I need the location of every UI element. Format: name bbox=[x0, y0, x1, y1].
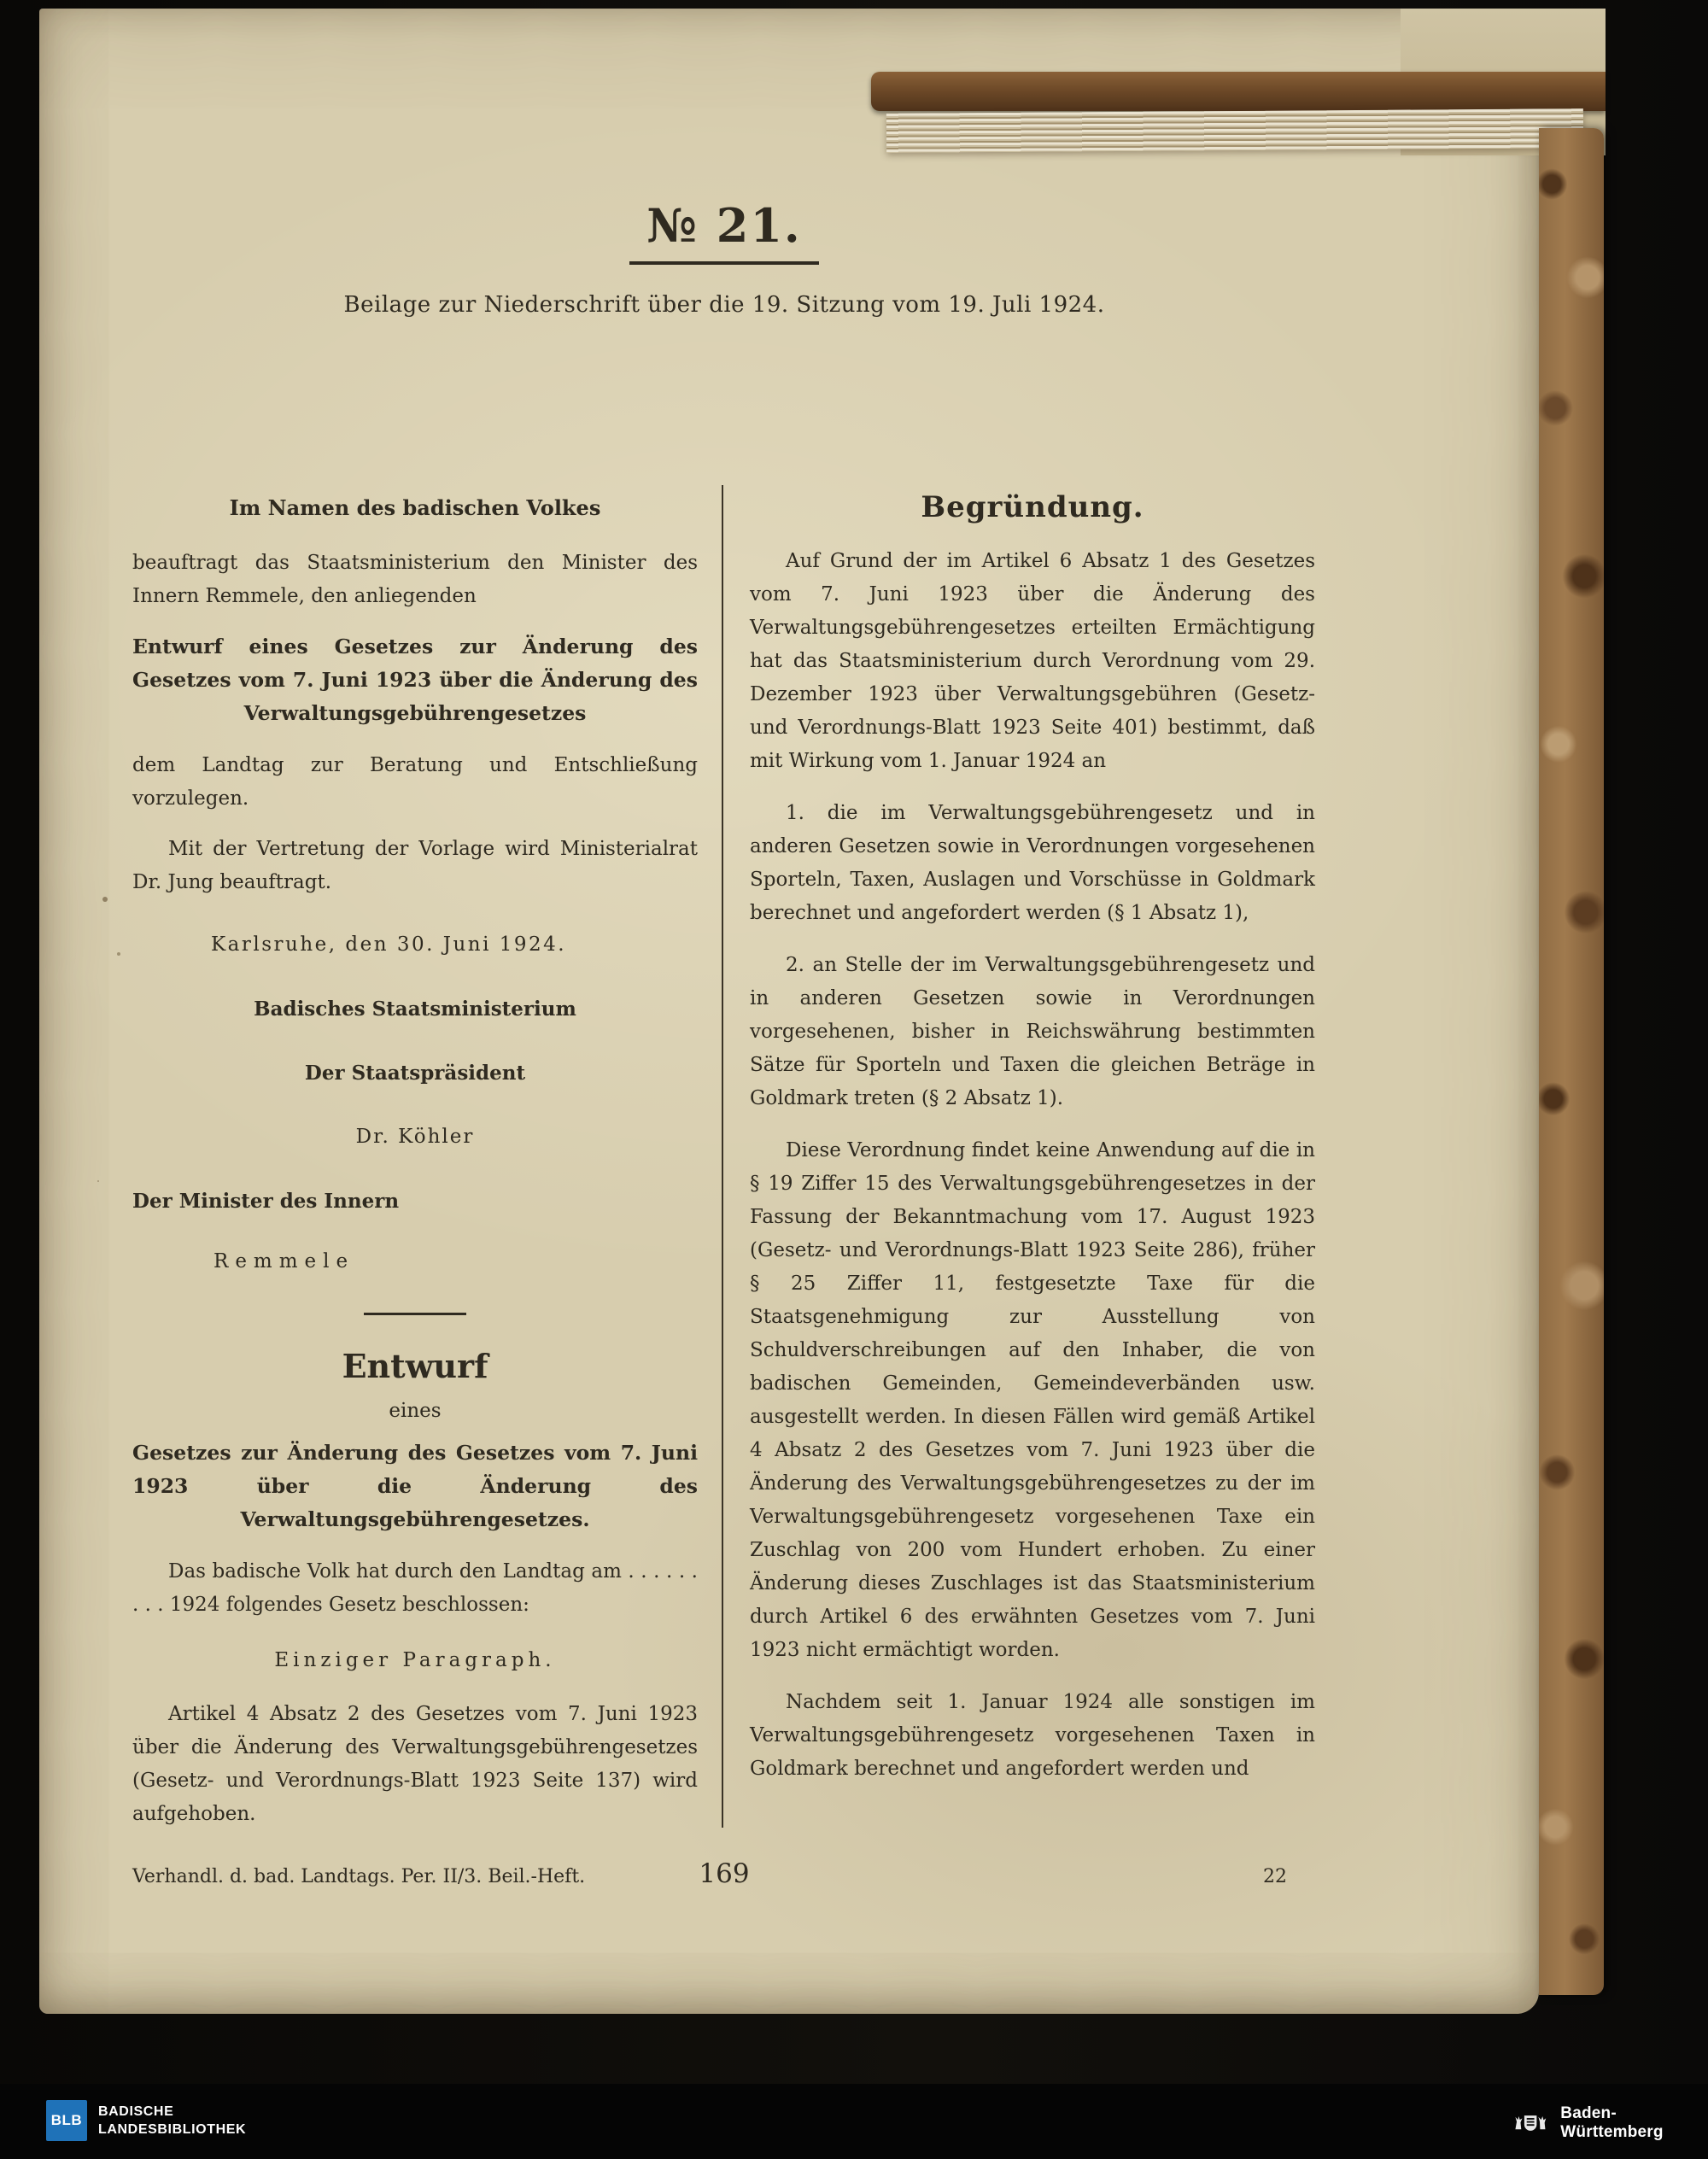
page-number: 169 bbox=[699, 1858, 750, 1889]
entwurf-eines: eines bbox=[389, 1400, 442, 1422]
begruendung-item2: 2. an Stelle der im Verwaltungsgebührengesetz und in anderen Gesetzen sowie in Verordnungen vorgesehenen, bisher in Reichswährung bestimmten Sätze für Sporteln und Taxen die gleichen Beträge in Goldmark treten (§ 2 Absatz 1). bbox=[750, 954, 1315, 1109]
section-divider-rule bbox=[364, 1313, 466, 1315]
library-name-line2: LANDESBIBLIOTHEK bbox=[98, 2122, 247, 2137]
single-paragraph-heading: Einziger Paragraph. bbox=[274, 1649, 556, 1671]
document-number: № 21. bbox=[629, 198, 818, 265]
begruendung-para1: Auf Grund der im Artikel 6 Absatz 1 des Gesetzes vom 7. Juni 1923 über die Änderung des Verwaltungsgebührengesetzes erteilten Ermächtigung hat das Staatsministerium durch Verordnung vom 29. Dezember 1923 über Verwaltungsgebühren (Gesetz- und Verordnungs-Blatt 1923 Seite 401) bestimmt, daß mit Wirkung vom 1. Januar 1924 an bbox=[750, 550, 1315, 772]
library-name bbox=[98, 2103, 246, 2139]
page-footer bbox=[132, 1858, 1316, 1898]
state-name: Baden-Württemberg bbox=[1560, 2104, 1664, 2141]
article-paragraph: Artikel 4 Absatz 2 des Gesetzes vom 7. Juni 1923 über die Änderung des Verwaltungsgebührengesetzes (Gesetz- und Verordnungs-Blatt 1923 Seite 137) wird aufgehoben. bbox=[132, 1703, 698, 1825]
ministry-name: Badisches Staatsministerium bbox=[254, 998, 576, 1021]
president-name: Dr. Köhler bbox=[355, 1126, 475, 1148]
blb-logo bbox=[46, 2100, 246, 2141]
library-brand-bar bbox=[0, 2084, 1708, 2159]
blb-logo-icon: BLB bbox=[46, 2100, 87, 2141]
sheet-number: 22 bbox=[1263, 1866, 1287, 1887]
representation-paragraph: Mit der Vertretung der Vorlage wird Ministerialrat Dr. Jung beauftragt. bbox=[132, 838, 698, 893]
marbled-fore-edge bbox=[1539, 128, 1604, 1995]
minister-name: Remmele bbox=[214, 1250, 355, 1273]
dateline: Karlsruhe, den 30. Juni 1924. bbox=[211, 933, 567, 956]
paper-speckles bbox=[102, 897, 108, 902]
document-header bbox=[132, 198, 1316, 318]
submit-paragraph: dem Landtag zur Beratung und Entschließung vorzulegen. bbox=[132, 754, 698, 810]
minister-title: Der Minister des Innern bbox=[132, 1190, 400, 1213]
book-cover-top-edge bbox=[871, 72, 1606, 111]
begruendung-para2: Diese Verordnung findet keine Anwendung auf die in § 19 Ziffer 15 des Verwaltungsgebührengesetzes in der Fassung der Bekanntmachung vom 17. August 1923 (Gesetz- und Verordnungs-Blatt 1923 Seite 286), früher § 25 Ziffer 11, festgesetzte Taxe für die Staatsgenehmigung zur Ausstellung von Schuldverschreibungen auf den Inhaber, die von badischen Gemeinden, Gemeindeverbänden usw. ausgestellt werden. In diesen Fällen wird gemäß Artikel 4 Absatz 2 des Gesetzes vom 7. Juni 1923 über die Änderung des Verwaltungsgebührengesetzes zu der im Verwaltungsgebührengesetz vorgesehenen Taxe ein Zuschlag von 200 vom Hundert erhoben. Zu einer Änderung dieses Zuschlages ist das Staatsministerium durch Artikel 6 des erwähnten Gesetzes vom 7. Juni 1923 nicht ermächtigt worden. bbox=[750, 1139, 1315, 1661]
begruendung-heading: Begründung. bbox=[921, 490, 1144, 524]
left-column bbox=[132, 491, 698, 1848]
begruendung-item1: 1. die im Verwaltungsgebührengesetz und in anderen Gesetzen sowie in Verordnungen vorgesehenen Sporteln, Taxen, Auslagen und Vorschüsse in Goldmark berechnet und angefordert werden (§ 1 Absatz 1), bbox=[750, 802, 1315, 924]
enactment-paragraph: Das badische Volk hat durch den Landtag am . . . . . . . . . 1924 folgendes Gesetz beschlossen: bbox=[132, 1560, 698, 1616]
proclamation-heading: Im Namen des badischen Volkes bbox=[229, 495, 601, 520]
baden-wuerttemberg-logo bbox=[1510, 2104, 1708, 2142]
president-title: Der Staatspräsident bbox=[304, 1062, 526, 1085]
coat-of-arms-icon bbox=[1510, 2109, 1551, 2137]
right-column bbox=[750, 491, 1315, 1803]
begruendung-para3: Nachdem seit 1. Januar 1924 alle sonstigen im Verwaltungsgebührengesetz vorgesehenen Taxen in Goldmark berechnet und angefordert werden und bbox=[750, 1691, 1315, 1780]
column-divider-rule bbox=[722, 485, 723, 1828]
law-title: Gesetzes zur Änderung des Gesetzes vom 7. Juni 1923 über die Änderung des Verwaltungsgebührengesetzes. bbox=[132, 1441, 698, 1531]
draft-title: Entwurf eines Gesetzes zur Änderung des Gesetzes vom 7. Juni 1923 über die Änderung des Verwaltungsgebührengesetzes bbox=[132, 635, 698, 725]
library-name-line1: BADISCHE bbox=[98, 2104, 174, 2119]
footer-caption: Verhandl. d. bad. Landtags. Per. II/3. Beil.-Heft. bbox=[132, 1866, 586, 1887]
document-subtitle: Beilage zur Niederschrift über die 19. Sitzung vom 19. Juli 1924. bbox=[343, 292, 1105, 318]
stacked-page-edges bbox=[886, 108, 1583, 153]
intro-paragraph: beauftragt das Staatsministerium den Minister des Innern Remmele, den anliegenden bbox=[132, 552, 698, 607]
entwurf-heading: Entwurf bbox=[342, 1347, 488, 1385]
